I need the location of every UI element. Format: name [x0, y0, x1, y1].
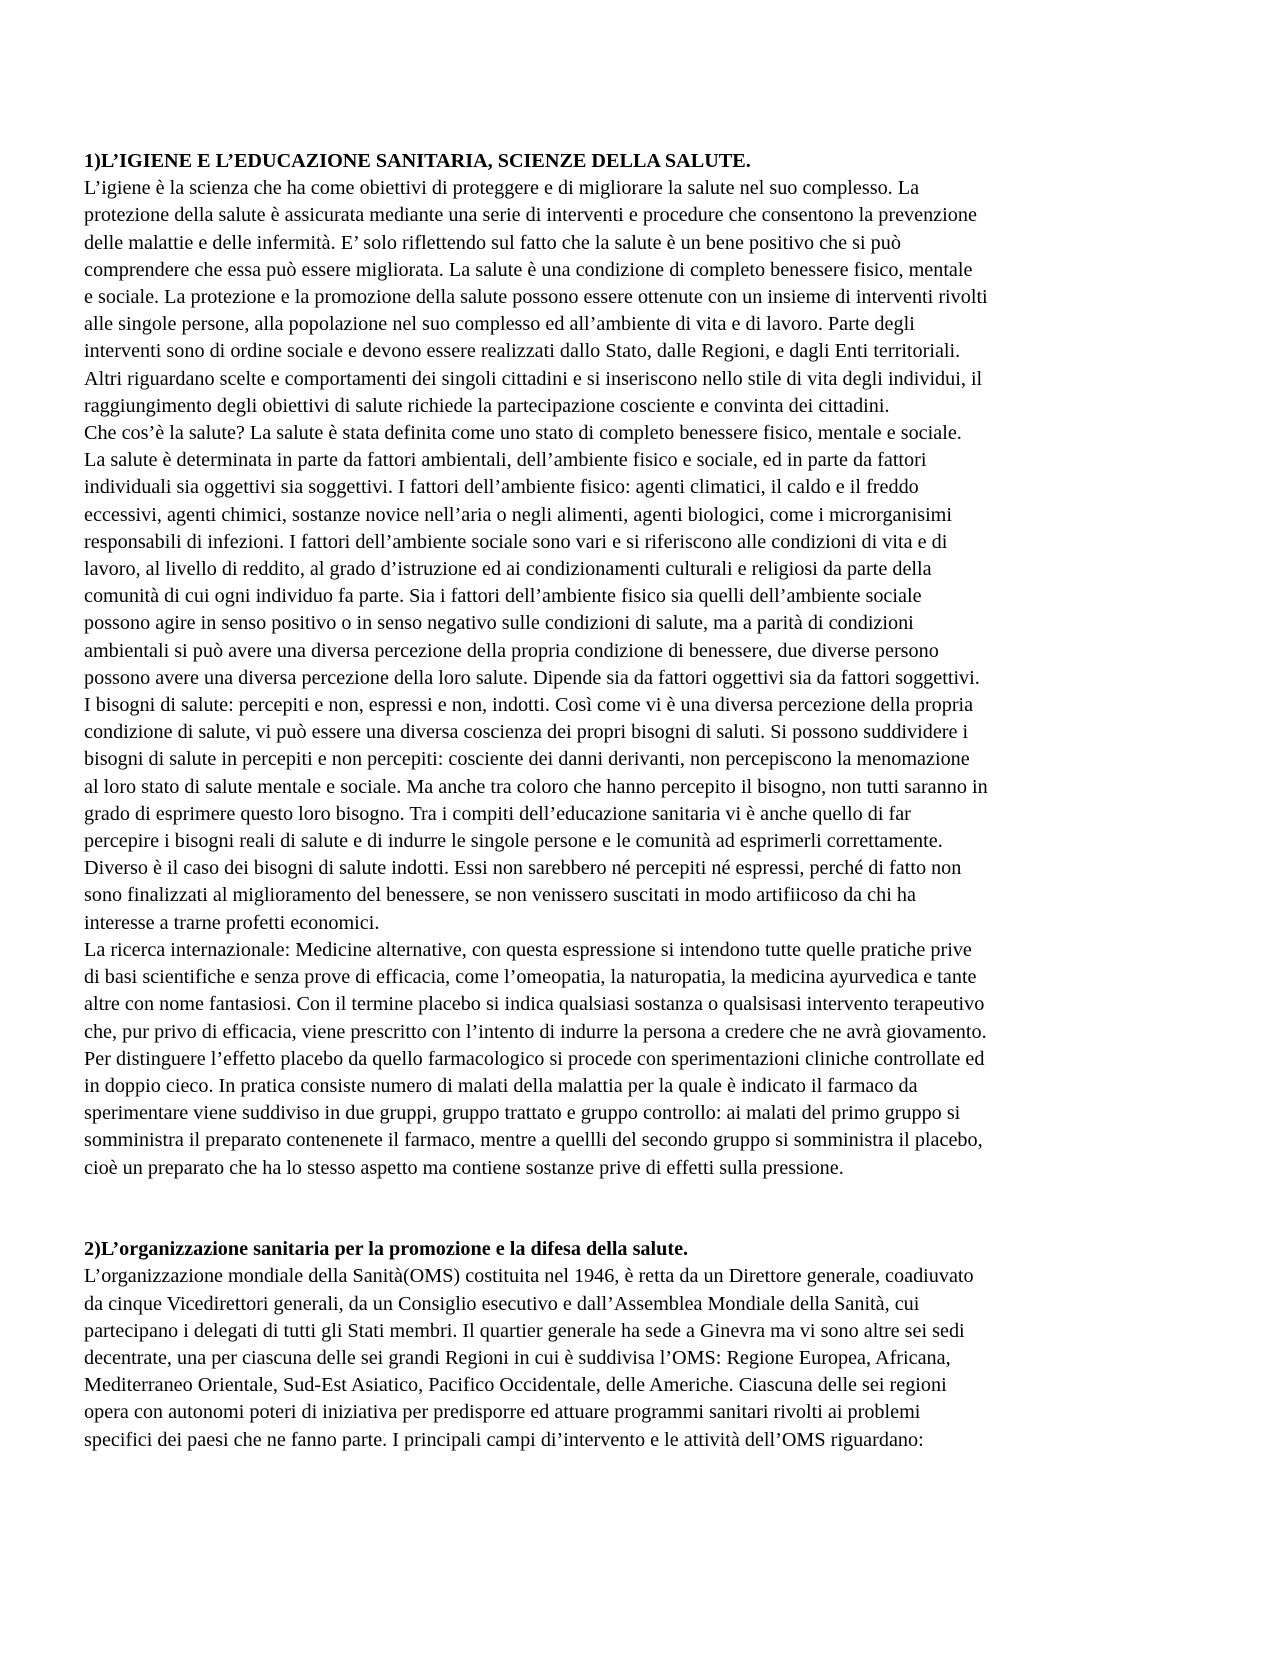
paragraph-line: Altri riguardano scelte e comportamenti dei singoli cittadini e si inseriscono nello stile di vita degli individui, il [84, 367, 983, 390]
document-body [84, 148, 1214, 1454]
section-2-body [84, 1263, 1214, 1453]
paragraph-line: interventi sono di ordine sociale e devono essere realizzati dallo Stato, dalle Regioni, e dagli Enti territoriali. [84, 340, 961, 363]
section-1-heading: 1)L’IGIENE E L’EDUCAZIONE SANITARIA, SCIENZE DELLA SALUTE. [84, 150, 751, 172]
paragraph-line: individuali sia oggettivi sia soggettivi. I fattori dell’ambiente fisico: agenti climatici, il caldo e il freddo [84, 476, 919, 499]
paragraph-line: possono agire in senso positivo o in senso negativo sulle condizioni di salute, ma a parità di condizioni [84, 612, 914, 635]
paragraph-line: grado di esprimere questo loro bisogno. Tra i compiti dell’educazione sanitaria vi è anche quello di far [84, 802, 911, 825]
paragraph-line: in doppio cieco. In pratica consiste numero di malati della malattia per la quale è indicato il farmaco da [84, 1074, 918, 1097]
paragraph-line: L’organizzazione mondiale della Sanità(OMS) costituita nel 1946, è retta da un Direttore generale, coadiuvato [84, 1265, 974, 1288]
paragraph-line: al loro stato di salute mentale e sociale. Ma anche tra coloro che hanno percepito il bisogno, non tutti saranno in [84, 775, 988, 798]
paragraph-line: alle singole persone, alla popolazione nel suo complesso ed all’ambiente di vita e di lavoro. Parte degli [84, 313, 915, 336]
paragraph-line: interesse a trarne profetti economici. [84, 911, 380, 934]
paragraph-line: partecipano i delegati di tutti gli Stati membri. Il quartier generale ha sede a Ginevra ma vi sono altre sei sedi [84, 1319, 965, 1342]
section-2-heading: 2)L’organizzazione sanitaria per la promozione e la difesa della salute. [84, 1238, 689, 1261]
paragraph-line: protezione della salute è assicurata mediante una serie di interventi e procedure che consentono la prevenzione [84, 204, 977, 227]
section-1-body [84, 175, 1214, 1182]
paragraph-line: La salute è determinata in parte da fattori ambientali, dell’ambiente fisico e sociale, ed in parte da fattori [84, 449, 927, 472]
paragraph-line: L’igiene è la scienza che ha come obiettivi di proteggere e di migliorare la salute nel suo complesso. La [84, 177, 920, 200]
paragraph-line: Mediterraneo Orientale, Sud-Est Asiatico, Pacifico Occidentale, delle Americhe. Ciascuna delle sei regioni [84, 1374, 947, 1397]
paragraph-line: specifici dei paesi che ne fanno parte. I principali campi di’intervento e le attività dell’OMS riguardano: [84, 1428, 924, 1451]
paragraph-line: e sociale. La protezione e la promozione della salute possono essere ottenute con un insieme di interventi rivolti [84, 286, 988, 309]
paragraph-line: da cinque Vicedirettori generali, da un Consiglio esecutivo e dall’Assemblea Mondiale della Sanità, cui [84, 1292, 920, 1315]
paragraph-line: opera con autonomi poteri di iniziativa per predisporre ed attuare programmi sanitari rivolti ai problemi [84, 1401, 921, 1424]
paragraph-line: Per distinguere l’effetto placebo da quello farmacologico si procede con sperimentazioni cliniche controllate ed [84, 1047, 985, 1070]
paragraph-line: condizione di salute, vi può essere una diversa coscienza dei propri bisogni di saluti. Si possono suddividere i [84, 721, 969, 744]
paragraph-line: altre con nome fantasiosi. Con il termine placebo si indica qualsiasi sostanza o qualsisasi intervento terapeutivo [84, 993, 985, 1016]
paragraph-line: comunità di cui ogni individuo fa parte. Sia i fattori dell’ambiente fisico sia quelli dell’ambiente sociale [84, 585, 922, 608]
paragraph-line: Che cos’è la salute? La salute è stata definita come uno stato di completo benessere fisico, mentale e sociale. [84, 422, 962, 445]
paragraph-line: delle malattie e delle infermità. E’ solo riflettendo sul fatto che la salute è un bene positivo che si può [84, 231, 901, 254]
paragraph-line: cioè un preparato che ha lo stesso aspetto ma contiene sostanze prive di effetti sulla pressione. [84, 1156, 844, 1179]
paragraph-line: responsabili di infezioni. I fattori dell’ambiente sociale sono vari e si riferiscono alle condizioni di vita e di [84, 530, 948, 553]
paragraph-line: I bisogni di salute: percepiti e non, espressi e non, indotti. Così come vi è una diversa percezione della propria [84, 694, 974, 717]
paragraph-line: lavoro, al livello di reddito, al grado d’istruzione ed ai condizionamenti culturali e religiosi da parte della [84, 558, 932, 581]
section-spacer [84, 1182, 1214, 1236]
paragraph-line: raggiungimento degli obiettivi di salute richiede la partecipazione cosciente e convinta dei cittadini. [84, 394, 890, 417]
paragraph-line: somministra il preparato contenenete il farmaco, mentre a quellli del secondo gruppo si somministra il placebo, [84, 1129, 983, 1152]
paragraph-line: Diverso è il caso dei bisogni di salute indotti. Essi non sarebbero né percepiti né espressi, perché di fatto non [84, 857, 962, 880]
paragraph-line: sperimentare viene suddiviso in due gruppi, gruppo trattato e gruppo controllo: ai malati del primo gruppo si [84, 1102, 961, 1125]
paragraph-line: La ricerca internazionale: Medicine alternative, con questa espressione si intendono tutte quelle pratiche prive [84, 938, 972, 961]
paragraph-line: bisogni di salute in percepiti e non percepiti: cosciente dei danni derivanti, non percepiscono la menomazione [84, 748, 970, 771]
paragraph-line: possono avere una diversa percezione della loro salute. Dipende sia da fattori oggettivi sia da fattori soggettivi. [84, 666, 980, 689]
paragraph-line: sono finalizzati al miglioramento del benessere, se non venissero suscitati in modo artifiicoso da chi ha [84, 884, 916, 907]
paragraph-line: di basi scientifiche e senza prove di efficacia, come l’omeopatia, la naturopatia, la medicina ayurvedica e tante [84, 966, 977, 989]
paragraph-line: ambientali si può avere una diversa percezione della propria condizione di benessere, due diverse persono [84, 639, 939, 662]
paragraph-line: eccessivi, agenti chimici, sostanze novice nell’aria o negli alimenti, agenti biologici, come i microrganisimi [84, 503, 952, 526]
paragraph-line: decentrate, una per ciascuna delle sei grandi Regioni in cui è suddivisa l’OMS: Regione Europea, Africana, [84, 1346, 951, 1369]
paragraph-line: percepire i bisogni reali di salute e di indurre le singole persone e le comunità ad esprimerli correttamente. [84, 830, 943, 853]
paragraph-line: che, pur privo di efficacia, viene prescritto con l’intento di indurre la persona a credere che ne avrà giovamento. [84, 1020, 987, 1043]
paragraph-line: comprendere che essa può essere migliorata. La salute è una condizione di completo benessere fisico, mentale [84, 258, 973, 281]
